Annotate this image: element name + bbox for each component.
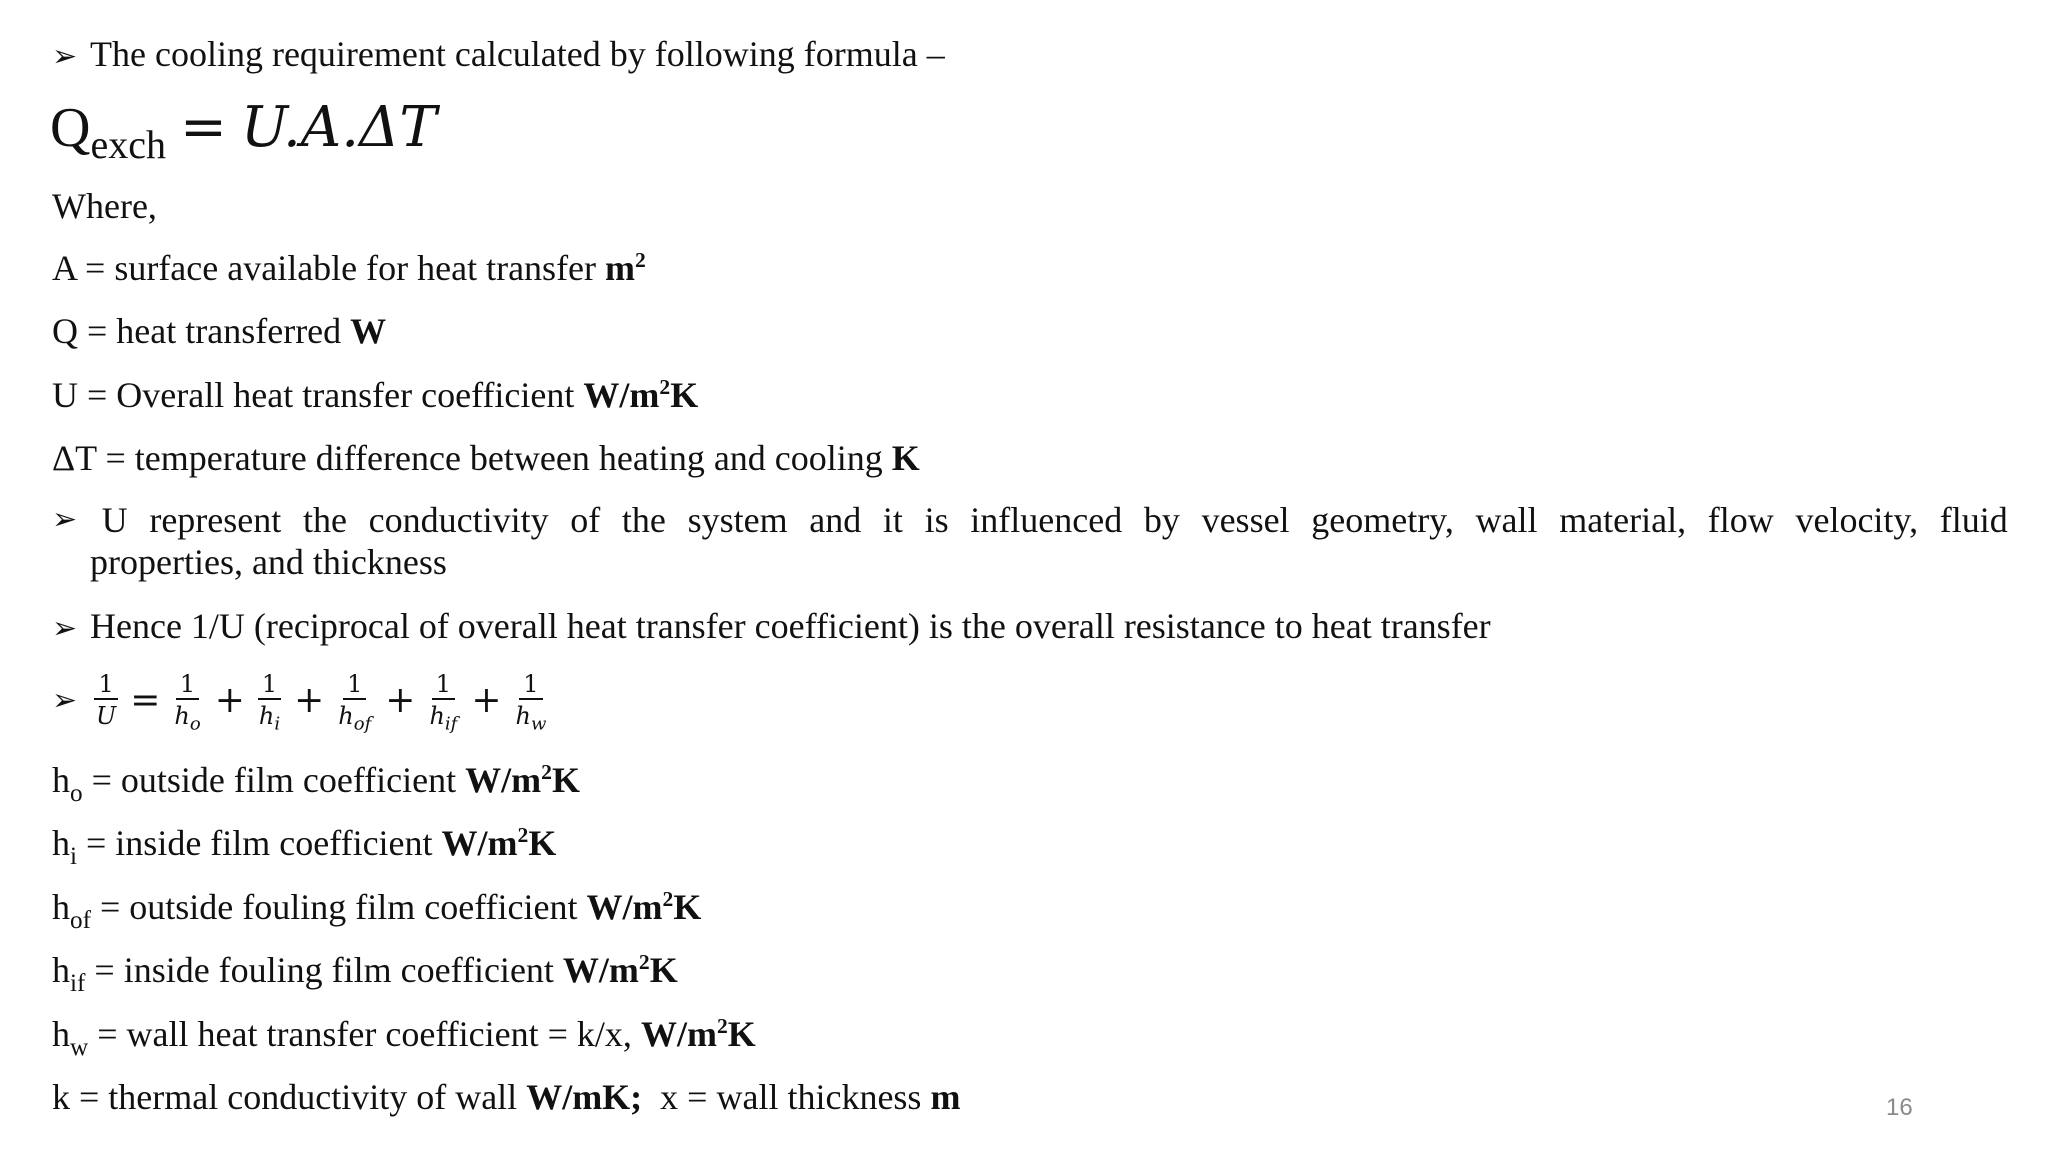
frac-den: U xyxy=(96,702,117,730)
coeff-text: = inside fouling film coefficient xyxy=(85,950,563,990)
coeff-ho xyxy=(52,758,580,807)
coeff-unit: W/m xyxy=(586,887,663,927)
justified-word: material, xyxy=(1559,500,1687,540)
coeff-sym: h xyxy=(52,760,70,800)
coeff-sym: h xyxy=(52,1014,70,1054)
def-unit: W xyxy=(350,311,387,351)
arrow-bullet-icon: ➢ xyxy=(52,502,78,537)
coeff-unit-sup: 2 xyxy=(662,887,674,912)
justified-word: velocity, xyxy=(1795,500,1919,540)
coeff-unit: W/m xyxy=(562,950,639,990)
frac-den-sym: h xyxy=(174,702,190,730)
coeff-unit-sup: 2 xyxy=(517,823,529,848)
where-text: Where, xyxy=(52,186,157,226)
justified-word: U xyxy=(101,500,128,540)
bullet-text: The cooling requirement calculated by following formula – xyxy=(90,34,945,74)
def-area xyxy=(52,246,646,290)
justified-word: vessel xyxy=(1201,500,1290,540)
frac-den-sub: w xyxy=(530,713,547,735)
coeff-sub: o xyxy=(70,779,83,807)
frac-hof xyxy=(334,670,375,735)
justified-word: it xyxy=(882,500,903,540)
frac-den-sym: h xyxy=(258,702,275,730)
frac-num: 1 xyxy=(176,670,199,700)
frac-den-sym: h xyxy=(515,702,531,730)
frac-num: 1 xyxy=(432,670,455,700)
eq-rhs: U.A.ΔT xyxy=(240,95,437,160)
def-text: U = Overall heat transfer coefficient xyxy=(52,375,584,415)
coeff-sub: i xyxy=(70,842,77,870)
def-unit: K xyxy=(891,438,920,478)
frac-hif xyxy=(425,670,461,735)
justified-word: the xyxy=(302,500,347,540)
frac-hw xyxy=(512,670,551,735)
frac-ho xyxy=(170,670,204,735)
eq-sign: = xyxy=(179,95,227,160)
eq-lhs-sub: exch xyxy=(90,122,166,167)
justified-word: the xyxy=(621,500,666,540)
def-unit-tail: K xyxy=(670,375,699,415)
def-text: ΔT = temperature difference between heating and cooling xyxy=(52,438,892,478)
coeff-text: = outside film coefficient xyxy=(82,760,466,800)
def-x-unit: m xyxy=(930,1077,961,1117)
arrow-bullet-icon: ➢ xyxy=(52,39,78,74)
def-heat xyxy=(52,309,386,353)
page-number: 16 xyxy=(1886,1094,1913,1121)
arrow-bullet-icon: ➢ xyxy=(52,682,78,718)
coeff-unit: W/m xyxy=(465,760,542,800)
def-k-text: k = thermal conductivity of wall xyxy=(52,1077,527,1117)
bullet-text: Hence 1/U (reciprocal of overall heat transfer coefficient) is the overall resistance to heat transfer xyxy=(90,606,1491,646)
coeff-text: = outside fouling film coefficient xyxy=(90,887,587,927)
bullet-row-2: properties, and thickness xyxy=(90,542,447,582)
frac-hi xyxy=(255,670,284,735)
coeff-unit-sup: 2 xyxy=(541,760,552,785)
coeff-hif xyxy=(52,948,678,997)
frac-num: 1 xyxy=(343,670,366,700)
plus-sign: + xyxy=(471,679,502,721)
justified-word: by xyxy=(1143,500,1180,540)
coeff-unit: W/m xyxy=(640,1014,717,1054)
bullet-cooling-requirement xyxy=(52,32,945,79)
coeff-unit-tail: K xyxy=(673,887,702,927)
justified-word: represent xyxy=(149,500,282,540)
coeff-unit-tail: K xyxy=(649,950,678,990)
coeff-hof xyxy=(52,885,702,934)
where-label xyxy=(52,184,157,228)
justified-word: wall xyxy=(1475,500,1538,540)
justified-word: flow xyxy=(1707,500,1774,540)
plus-sign: + xyxy=(294,679,325,721)
justified-word: is xyxy=(924,500,949,540)
justified-word: fluid xyxy=(1939,500,2008,540)
plus-sign: + xyxy=(385,679,416,721)
frac-den xyxy=(334,700,375,735)
bullet-u-conductivity xyxy=(52,499,2008,583)
def-unit: m xyxy=(605,248,636,288)
frac-den-sym: h xyxy=(429,702,445,730)
coeff-unit-sup: 2 xyxy=(638,950,650,975)
def-text: Q = heat transferred xyxy=(52,311,351,351)
coeff-unit-sup: 2 xyxy=(716,1014,728,1039)
coeff-sub: of xyxy=(70,906,91,934)
coeff-sym: h xyxy=(52,887,70,927)
eq-sign: = xyxy=(130,679,161,721)
bullet-reciprocal xyxy=(52,604,1491,651)
frac-lhs xyxy=(92,670,120,730)
frac-den-sub: o xyxy=(189,713,201,735)
arrow-bullet-icon: ➢ xyxy=(52,611,78,646)
justified-word: and xyxy=(809,500,862,540)
frac-num: 1 xyxy=(94,670,117,700)
def-unit: W/m xyxy=(583,375,660,415)
coeff-hw xyxy=(52,1012,756,1061)
justified-word: geometry, xyxy=(1311,500,1454,540)
frac-den xyxy=(425,700,461,735)
def-k-unit: W/mK; xyxy=(526,1077,643,1117)
justified-word: system xyxy=(687,500,788,540)
def-u xyxy=(52,373,698,417)
coeff-sym: h xyxy=(52,823,70,863)
frac-den xyxy=(170,700,204,735)
frac-den-sym: h xyxy=(338,702,354,730)
coeff-text: = inside film coefficient xyxy=(77,823,442,863)
coeff-unit-tail: K xyxy=(528,823,557,863)
def-text: A = surface available for heat transfer xyxy=(52,248,606,288)
def-x-text: x = wall thickness xyxy=(642,1077,931,1117)
coeff-hi xyxy=(52,821,557,870)
coeff-unit-tail: K xyxy=(727,1014,756,1054)
coeff-sub: w xyxy=(70,1033,89,1061)
justified-word: of xyxy=(570,500,601,540)
frac-den xyxy=(512,700,551,735)
def-delta-t xyxy=(52,436,920,480)
coeff-unit: W/m xyxy=(441,823,518,863)
frac-num: 1 xyxy=(258,670,281,700)
coeff-sub: if xyxy=(70,969,86,997)
def-k-x xyxy=(52,1075,960,1119)
frac-den-sub: i xyxy=(274,713,281,735)
justified-word: influenced xyxy=(970,500,1123,540)
coeff-unit-tail: K xyxy=(551,760,580,800)
cooling-equation xyxy=(50,95,437,167)
eq-lhs: Q xyxy=(50,97,91,159)
plus-sign: + xyxy=(214,679,245,721)
frac-num: 1 xyxy=(519,670,542,700)
def-unit-sup: 2 xyxy=(659,375,671,400)
coeff-text: = wall heat transfer coefficient = k/x, xyxy=(88,1014,641,1054)
bullet-row-1 xyxy=(52,499,2008,541)
frac-den-sub: if xyxy=(444,713,458,735)
def-unit-sup: 2 xyxy=(635,248,646,273)
coeff-sym: h xyxy=(52,950,70,990)
frac-den-sub: of xyxy=(353,713,372,735)
resistance-formula xyxy=(52,660,554,740)
frac-den xyxy=(255,700,284,735)
justified-word: conductivity xyxy=(368,500,549,540)
